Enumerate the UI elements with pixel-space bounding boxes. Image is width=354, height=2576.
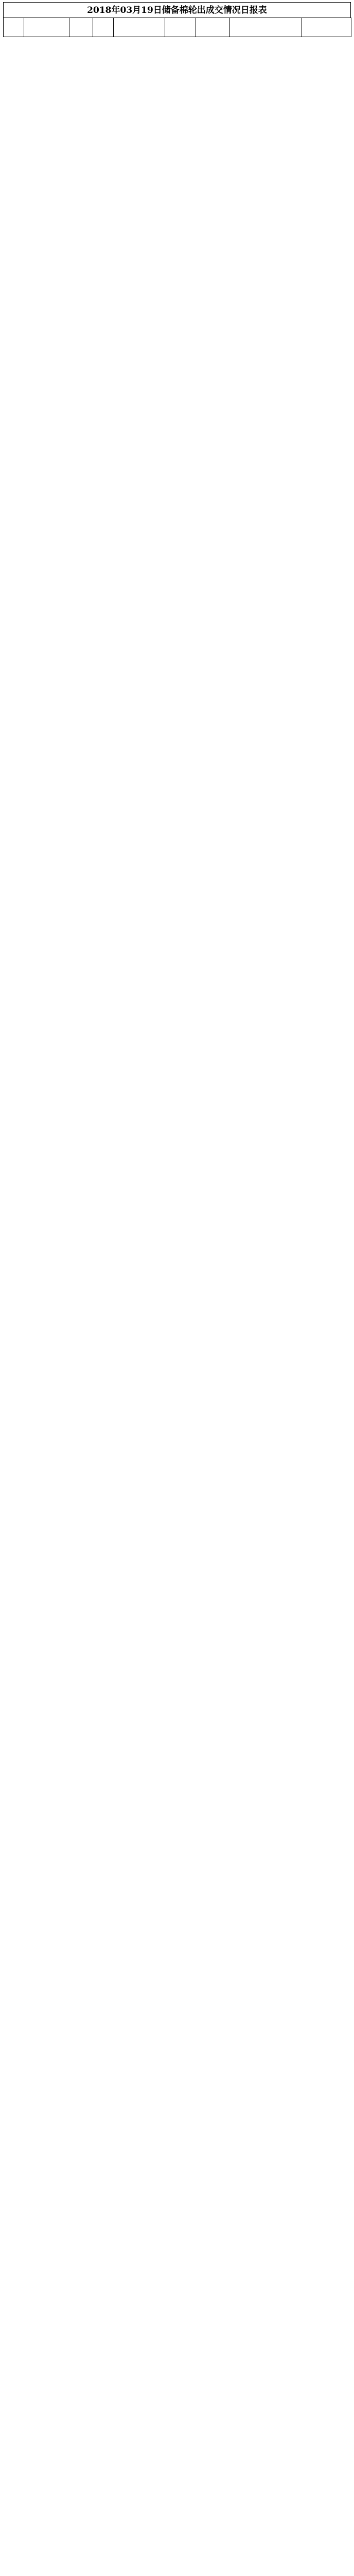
column-header [165, 18, 196, 37]
column-header [196, 18, 230, 37]
column-header [114, 18, 165, 37]
column-header [93, 18, 114, 37]
column-header [69, 18, 93, 37]
transaction-table [3, 18, 351, 37]
column-header [4, 18, 24, 37]
column-header [230, 18, 302, 37]
report-title: 2018年03月19日储备棉轮出成交情况日报表 [3, 2, 351, 18]
column-header [24, 18, 69, 37]
table-header-row [4, 18, 351, 37]
column-header [302, 18, 351, 37]
